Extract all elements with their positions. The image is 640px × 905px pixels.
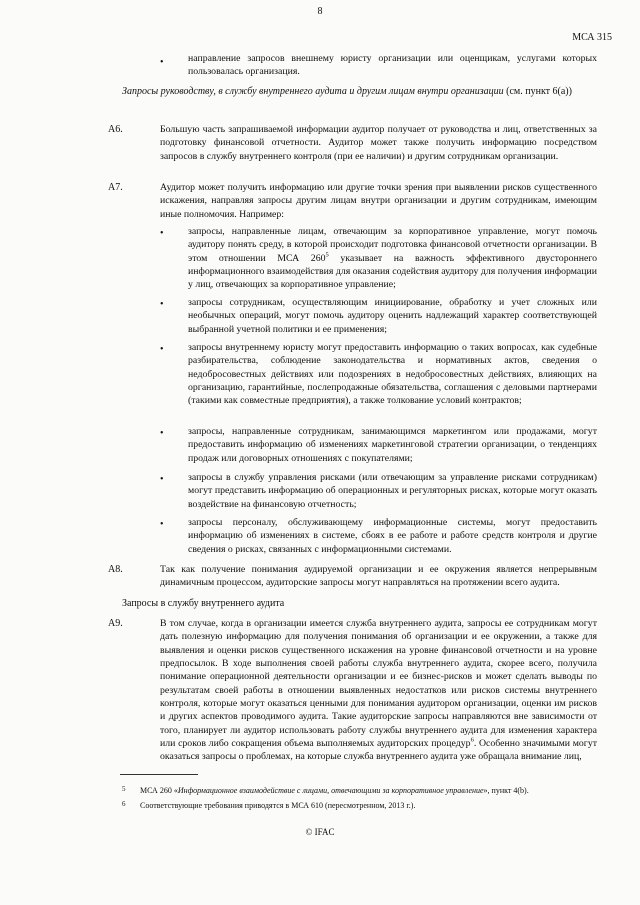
paragraph-a8: Так как получение понимания аудируемой организации и ее окружения является непрерывным динамичным процессом, аудиторские запросы могут направляться на протяжении всего аудита.	[160, 564, 597, 589]
section-heading-inquiries	[122, 85, 598, 99]
footnote-mark-6: 6	[122, 800, 126, 808]
a7-bullet-risk-management: запросы в службу управления рисками (или отвечающим за управление рисками сотрудникам) могут представить информацию об операционных и регуляторных рисках, которые могут оказать воздействие на финансовую отчетность;	[188, 472, 597, 510]
bullet-icon: •	[160, 428, 164, 439]
bullet-icon: •	[160, 228, 164, 239]
footnote-mark-5: 5	[122, 785, 126, 793]
top-bullet-text: направление запросов внешнему юристу организации или оценщикам, услугами которых пользовалась организация.	[188, 53, 597, 78]
footnote-5-post: », пункт 4(b).	[483, 786, 529, 795]
bullet-icon: •	[160, 57, 164, 68]
footnote-divider	[120, 774, 198, 775]
footnote-5-title: Информационное взаимодействие с лицами, отвечающими за корпоративное управление	[177, 786, 484, 795]
bullet-icon: •	[160, 299, 164, 310]
bullet-icon: •	[160, 474, 164, 485]
a7-bullet-complex-transactions: запросы сотрудникам, осуществляющим инициирование, обработку и учет сложных или необычных операций, могут помочь аудитору оценить надлежащий характер соответствующей выбранной учетной политики и ее применения;	[188, 297, 597, 335]
page-number: 8	[317, 6, 323, 17]
a7-bullet-governance	[188, 225, 597, 292]
a7-bullet-governance-text: запросы, направленные лицам, отвечающим за корпоративное управление, могут помочь аудитору понять среду, в которой происходит подготовка финансовой отчетности организации. В этом отношении МСА 260	[188, 226, 597, 264]
section-heading-internal-audit: Запросы в службу внутреннего аудита	[122, 598, 285, 609]
paragraph-a9-text-cont: . Особенно значимыми могут оказаться запросы о проблемах, на которые служба внутреннего аудита уже обращала внимание лиц,	[160, 737, 598, 763]
standard-reference: МСА 315	[572, 32, 612, 43]
paragraph-a7: Аудитор может получить информацию или другие точки зрения при выявлении рисков существенного искажения, направляя запросы другим лицам внутри организации и другим сотрудникам, имеющим иные полномочия. Например:	[160, 182, 597, 220]
footnote-5	[140, 786, 600, 797]
bullet-icon: •	[160, 519, 164, 530]
footnote-ref-5: 5	[325, 251, 329, 259]
footnote-ref-6: 6	[470, 736, 474, 744]
paragraph-label-a9: А9.	[108, 618, 123, 629]
a7-bullet-information-systems: запросы персоналу, обслуживающему информационные системы, могут предоставить информацию об изменениях в системе, сбоях в ее работе и работе средств контроля и другие сведения о рисках, связанных с информационными системами.	[188, 517, 597, 555]
paragraph-a9	[160, 617, 597, 763]
paragraph-label-a8: А8.	[108, 564, 123, 575]
footnote-6: Соответствующие требования приводятся в МСА 610 (пересмотренном, 2013 г.).	[140, 801, 416, 810]
paragraph-label-a6: А6.	[108, 124, 123, 135]
a7-bullet-legal-counsel: запросы внутреннему юристу могут предоставить информацию о таких вопросах, как судебные разбирательства, соблюдение законодательства и нормативных актов, сведения о недобросовестных действиях или подозрениях в недобросовестных действиях, влияющих на организацию, гарантийные, послепродажные обязательства, соглашения с деловыми партнерами (такими как совместные предприятия), а также толкование условий контрактов;	[188, 342, 597, 407]
paragraph-a9-text: В том случае, когда в организации имеется служба внутреннего аудита, запросы ее сотрудникам могут дать полезную информацию для получения понимания об организации и ее окружении, а также для выявления и оценки рисков существенного искажения на уровне финансовой отчетности и на уровне предпосылок. В ходе выполнения своей работы служба внутреннего аудита, скорее всего, получила понимание операционной деятельности организации и ее бизнес-рисков и может сделать выводы по результатам своей работы в отношении выявленных недостатков или рисков системы внутреннего контроля, которые могут оказаться ценными для понимания аудитором организации, оценки им рисков и других аспектов проводимого аудита. Такие аудиторские запросы направляются вне зависимости от того, планирует ли аудитор использовать работу службы внутреннего аудита для изменения характера или сроков либо сокращения объема выполняемых аудиторских процедур	[160, 618, 597, 749]
a7-bullet-marketing: запросы, направленные сотрудникам, занимающимся маркетингом или продажами, могут предоставить информацию об изменениях маркетинговой стратегии организации, о тенденциях продаж или договорных отношениях с покупателями;	[188, 426, 597, 464]
paragraph-label-a7: А7.	[108, 182, 123, 193]
footnote-5-pre: МСА 260 «	[140, 786, 178, 795]
section-heading-italic: Запросы руководству, в службу внутреннего аудита и другим лицам внутри организации	[122, 86, 504, 97]
section-heading-ref: (см. пункт 6(а))	[503, 86, 572, 97]
bullet-icon: •	[160, 344, 164, 355]
copyright-footer: © IFAC	[305, 827, 335, 837]
paragraph-a6: Большую часть запрашиваемой информации аудитор получает от руководства и лиц, ответственных за подготовку финансовой отчетности. Аудитор может также получить информацию посредством запросов в службу внутреннего контроля (при ее наличии) и другим сотрудникам организации.	[160, 124, 597, 162]
a7-bullet-governance-text-cont: указывает на важность эффективного двустороннего информационного взаимодействия для оказания содействия аудитору для получения информации у лиц, отвечающих за корпоративное управление;	[188, 252, 597, 291]
